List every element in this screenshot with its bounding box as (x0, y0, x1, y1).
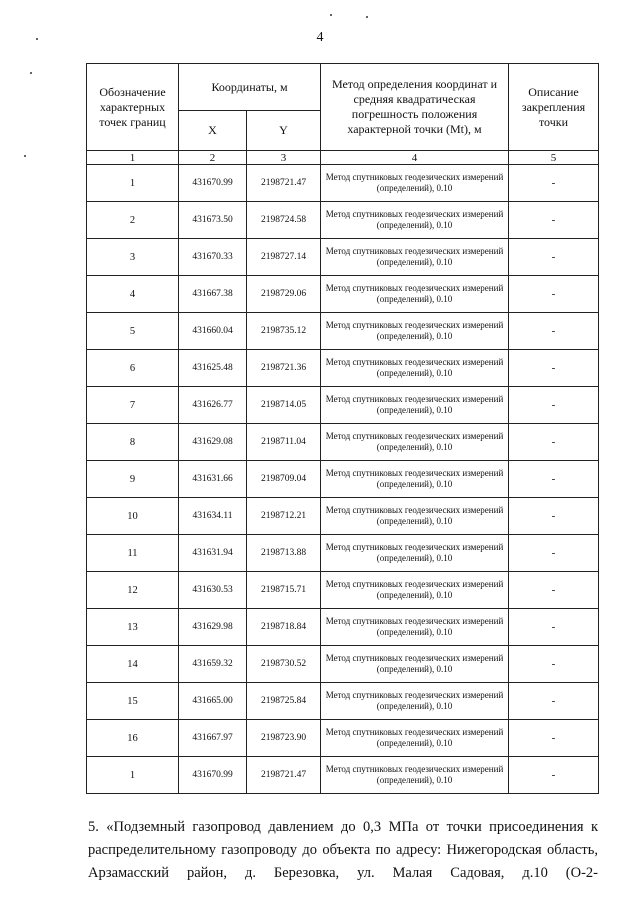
table-row (87, 165, 599, 202)
description-cell: - (509, 757, 599, 794)
table-row (87, 757, 599, 794)
x-coordinate-cell: 431625.48 (179, 350, 247, 387)
point-id-cell: 2 (87, 202, 179, 239)
point-id-cell: 9 (87, 461, 179, 498)
method-cell: Метод спутниковых геодезических измерений (определений), 0.10 (321, 276, 509, 313)
x-coordinate-cell: 431673.50 (179, 202, 247, 239)
method-cell: Метод спутниковых геодезических измерений (определений), 0.10 (321, 239, 509, 276)
description-cell: - (509, 276, 599, 313)
description-cell: - (509, 313, 599, 350)
point-id-cell: 14 (87, 646, 179, 683)
table-row (87, 202, 599, 239)
y-coordinate-cell: 2198709.04 (247, 461, 321, 498)
point-id-cell: 13 (87, 609, 179, 646)
page-number: 4 (316, 30, 324, 45)
scan-speck (24, 155, 26, 157)
column-number: 1 (87, 151, 179, 165)
description-cell: - (509, 350, 599, 387)
column-number: 5 (509, 151, 599, 165)
x-coordinate-cell: 431629.08 (179, 424, 247, 461)
scan-speck (366, 16, 368, 18)
y-coordinate-cell: 2198721.47 (247, 757, 321, 794)
y-coordinate-cell: 2198735.12 (247, 313, 321, 350)
x-coordinate-cell: 431631.66 (179, 461, 247, 498)
scan-speck (330, 14, 332, 16)
point-id-cell: 6 (87, 350, 179, 387)
y-coordinate-cell: 2198721.36 (247, 350, 321, 387)
table-row (87, 424, 599, 461)
x-coordinate-cell: 431659.32 (179, 646, 247, 683)
table-row (87, 498, 599, 535)
header-designation: Обозначение характерных точек границ (87, 64, 179, 151)
method-cell: Метод спутниковых геодезических измерений (определений), 0.10 (321, 609, 509, 646)
point-id-cell: 15 (87, 683, 179, 720)
point-id-cell: 1 (87, 757, 179, 794)
table-row (87, 720, 599, 757)
method-cell: Метод спутниковых геодезических измерений (определений), 0.10 (321, 424, 509, 461)
method-cell: Метод спутниковых геодезических измерений (определений), 0.10 (321, 387, 509, 424)
description-cell: - (509, 572, 599, 609)
x-coordinate-cell: 431631.94 (179, 535, 247, 572)
header-x: X (179, 111, 247, 151)
table-row (87, 535, 599, 572)
header-description: Описание закрепления точки (509, 64, 599, 151)
point-id-cell: 7 (87, 387, 179, 424)
section-5-text: 5. «Подземный газопровод давлением до 0,3 МПа от точки присоединения к распределительному газопроводу до объекта по адресу: Нижегородская область, Арзамасский район, д. Березовка, ул. Малая Садовая, д.10 (О-2- (88, 819, 598, 881)
column-number: 2 (179, 151, 247, 165)
table-row (87, 239, 599, 276)
x-coordinate-cell: 431626.77 (179, 387, 247, 424)
method-cell: Метод спутниковых геодезических измерений (определений), 0.10 (321, 202, 509, 239)
point-id-cell: 1 (87, 165, 179, 202)
y-coordinate-cell: 2198723.90 (247, 720, 321, 757)
description-cell: - (509, 535, 599, 572)
description-cell: - (509, 646, 599, 683)
x-coordinate-cell: 431634.11 (179, 498, 247, 535)
y-coordinate-cell: 2198714.05 (247, 387, 321, 424)
table-row (87, 572, 599, 609)
method-cell: Метод спутниковых геодезических измерений (определений), 0.10 (321, 646, 509, 683)
y-coordinate-cell: 2198730.52 (247, 646, 321, 683)
x-coordinate-cell: 431670.99 (179, 165, 247, 202)
description-cell: - (509, 387, 599, 424)
y-coordinate-cell: 2198718.84 (247, 609, 321, 646)
y-coordinate-cell: 2198712.21 (247, 498, 321, 535)
x-coordinate-cell: 431660.04 (179, 313, 247, 350)
column-number: 4 (321, 151, 509, 165)
x-coordinate-cell: 431667.38 (179, 276, 247, 313)
y-coordinate-cell: 2198727.14 (247, 239, 321, 276)
y-coordinate-cell: 2198725.84 (247, 683, 321, 720)
y-coordinate-cell: 2198715.71 (247, 572, 321, 609)
column-number: 3 (247, 151, 321, 165)
method-cell: Метод спутниковых геодезических измерений (определений), 0.10 (321, 165, 509, 202)
y-coordinate-cell: 2198729.06 (247, 276, 321, 313)
method-cell: Метод спутниковых геодезических измерений (определений), 0.10 (321, 757, 509, 794)
point-id-cell: 8 (87, 424, 179, 461)
coordinates-table (86, 63, 599, 794)
point-id-cell: 5 (87, 313, 179, 350)
method-cell: Метод спутниковых геодезических измерений (определений), 0.10 (321, 350, 509, 387)
description-cell: - (509, 424, 599, 461)
table-row (87, 313, 599, 350)
header-coordinates: Координаты, м (179, 64, 321, 111)
x-coordinate-cell: 431667.97 (179, 720, 247, 757)
description-cell: - (509, 498, 599, 535)
description-cell: - (509, 720, 599, 757)
point-id-cell: 12 (87, 572, 179, 609)
y-coordinate-cell: 2198713.88 (247, 535, 321, 572)
point-id-cell: 3 (87, 239, 179, 276)
table-row (87, 646, 599, 683)
x-coordinate-cell: 431665.00 (179, 683, 247, 720)
y-coordinate-cell: 2198724.58 (247, 202, 321, 239)
table-row (87, 387, 599, 424)
method-cell: Метод спутниковых геодезических измерений (определений), 0.10 (321, 683, 509, 720)
method-cell: Метод спутниковых геодезических измерений (определений), 0.10 (321, 720, 509, 757)
table-row (87, 461, 599, 498)
x-coordinate-cell: 431670.33 (179, 239, 247, 276)
y-coordinate-cell: 2198721.47 (247, 165, 321, 202)
scan-speck (30, 72, 32, 74)
point-id-cell: 10 (87, 498, 179, 535)
method-cell: Метод спутниковых геодезических измерений (определений), 0.10 (321, 461, 509, 498)
table-row (87, 350, 599, 387)
method-cell: Метод спутниковых геодезических измерений (определений), 0.10 (321, 498, 509, 535)
point-id-cell: 16 (87, 720, 179, 757)
x-coordinate-cell: 431630.53 (179, 572, 247, 609)
header-y: Y (247, 111, 321, 151)
method-cell: Метод спутниковых геодезических измерений (определений), 0.10 (321, 572, 509, 609)
table-row (87, 683, 599, 720)
method-cell: Метод спутниковых геодезических измерений (определений), 0.10 (321, 313, 509, 350)
table-row (87, 276, 599, 313)
description-cell: - (509, 202, 599, 239)
description-cell: - (509, 239, 599, 276)
header-method: Метод определения координат и средняя квадратическая погрешность положения характерной точки (Mt), м (321, 64, 509, 151)
description-cell: - (509, 683, 599, 720)
point-id-cell: 4 (87, 276, 179, 313)
table-row (87, 609, 599, 646)
method-cell: Метод спутниковых геодезических измерений (определений), 0.10 (321, 535, 509, 572)
x-coordinate-cell: 431670.99 (179, 757, 247, 794)
x-coordinate-cell: 431629.98 (179, 609, 247, 646)
y-coordinate-cell: 2198711.04 (247, 424, 321, 461)
description-cell: - (509, 461, 599, 498)
description-cell: - (509, 609, 599, 646)
description-cell: - (509, 165, 599, 202)
point-id-cell: 11 (87, 535, 179, 572)
